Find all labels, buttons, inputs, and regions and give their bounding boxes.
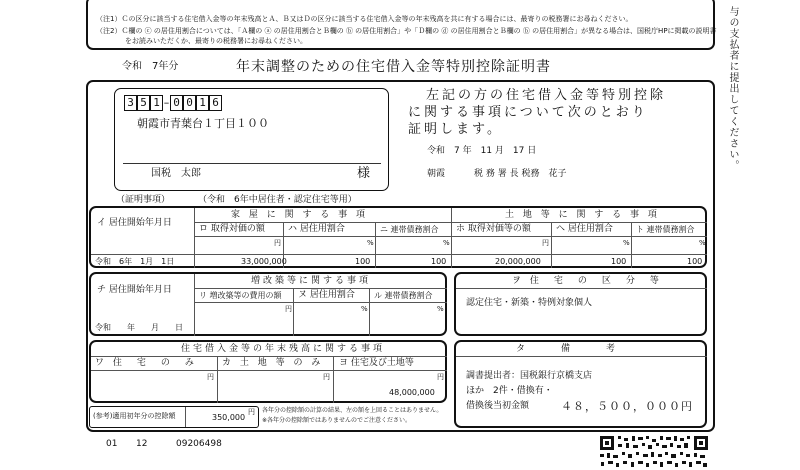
name-underline <box>123 163 381 164</box>
footer-code-3: 09206498 <box>176 439 222 449</box>
statement-line-3: 証明します。 <box>408 122 503 137</box>
col-he-label: ヘ 居住用割合 <box>556 224 613 234</box>
recipient-address: 朝霞市青葉台１丁目１００ <box>137 117 269 130</box>
form-title: 年末調整のための住宅借入金等特別控除証明書 <box>236 59 551 75</box>
col-nu-label: ヌ 居住用割合 <box>298 290 355 300</box>
col-ri-label: リ 増改築等の費用の額 <box>199 291 282 300</box>
unit-yen: 円 <box>274 239 281 247</box>
value-to: 100 <box>687 257 703 266</box>
house-header: 家 屋 に 関 す る 事 項 <box>231 210 369 220</box>
zip-digit: 6 <box>209 95 222 111</box>
qr-code <box>598 434 710 470</box>
notes-box <box>86 0 715 50</box>
zip-digit: 5 <box>137 95 150 111</box>
unit-percent: % <box>367 239 374 247</box>
unit-yen: 円 <box>437 373 444 381</box>
form-year: 令和 7年分 <box>122 61 179 72</box>
remarks-header: タ 備 考 <box>516 344 616 354</box>
zip-digit: 0 <box>183 95 196 111</box>
remarks-line-1: 調書提出者：国税銀行京橋支店 <box>466 371 593 381</box>
col-ha-label: ハ 居住用割合 <box>288 224 345 234</box>
value-ro: 33,000,000 <box>241 257 287 266</box>
footer-code-2: 12 <box>136 439 148 449</box>
value-yo: 48,000,000 <box>389 388 435 397</box>
value-he: 100 <box>611 257 627 266</box>
col-ni-label: ニ 連帯債務割合 <box>380 225 439 234</box>
renovation-header: 増改築等に関する事項 <box>251 276 372 286</box>
value-ha: 100 <box>355 257 371 266</box>
section-housing-type <box>454 272 707 336</box>
section-renovation <box>89 272 447 336</box>
recipient-name: 国税 太郎 <box>151 168 201 179</box>
note-1: （注1）Ｃの区分に該当する住宅借入金等の年末残高とＡ、Ｂ又はＤの区分に該当する住宅借入金等の年末残高を共に有する場合には、最寄りの税務署にお尋ねください。 <box>96 15 633 23</box>
unit-percent: % <box>437 305 444 313</box>
unit-percent: % <box>699 239 706 247</box>
statement-line-2: に関する事項について次のとおり <box>408 105 648 120</box>
col-to-label: ト 連帯債務割合 <box>636 225 695 234</box>
value-ni: 100 <box>431 257 447 266</box>
unit-percent: % <box>443 239 450 247</box>
housing-type-value: 認定住宅・新築・特例対象個人 <box>466 298 593 308</box>
value-ho: 20,000,000 <box>495 257 541 266</box>
statement-date: 令和 7 年 11 月 17 日 <box>427 146 537 156</box>
col-chi-label: チ 居住開始年月日 <box>97 285 172 295</box>
remarks-line-3-value: ４８，５００，０００円 <box>561 400 693 413</box>
col-ru-label: ル 連帯債務割合 <box>374 291 433 300</box>
unit-yen: 円 <box>207 373 214 381</box>
remarks-line-3-label: 借換後当初金額 <box>466 401 530 411</box>
zip-separator: – <box>163 96 170 109</box>
tax-office: 朝霞 <box>427 169 446 179</box>
certified-items-label: （証明事項） <box>116 195 171 205</box>
col-ro-label: ロ 取得対価の額 <box>199 224 265 234</box>
col-wa-label: ワ 住 宅 の み <box>95 358 197 368</box>
honorific: 様 <box>357 166 371 181</box>
note-2a: （注2）Ｃ欄の ⓒ の居住用割合については、「Ａ欄の ⓐ の居住用割合とＢ欄の ⓑ の居住用割合」や「Ｄ欄の ⓓ の居住用割合とＢ欄の ⓑ の居住用割合」が異なる場合は、国税庁HPに掲載の説明書 <box>96 27 717 35</box>
tax-officer: 税 務 署 長 税務 花子 <box>474 169 567 179</box>
side-instruction-text: 与の支払者に提出してください。 <box>727 6 738 171</box>
zip-digit: 3 <box>124 95 137 111</box>
section-remarks <box>454 340 707 428</box>
note-2b: をお読みいただくか、最寄りの税務署にお尋ねください。 <box>125 37 307 45</box>
col-i-label: イ 居住開始年月日 <box>97 218 172 228</box>
col-ka-label: カ 土 地 等 の み <box>222 358 324 368</box>
zip-digit: 0 <box>170 95 183 111</box>
loan-balance-header: 住宅借入金等の年末残高に関する事項 <box>181 344 386 354</box>
unit-yen: 円 <box>285 305 292 313</box>
land-header: 土 地 等 に 関 す る 事 項 <box>505 210 660 220</box>
reference-note-1: 各年分の控除額の計算の結果、左の額を上回ることはありません。 <box>262 407 443 414</box>
section-loan-balance <box>89 340 447 403</box>
reference-box <box>89 406 259 428</box>
reference-label: (参考)適用初年分の控除額 <box>93 412 176 420</box>
zip-digit: 1 <box>196 95 209 111</box>
zip-code <box>124 95 222 111</box>
unit-yen: 円 <box>323 373 330 381</box>
address-box <box>114 88 389 191</box>
remarks-line-2: ほか 2件・借換有・ <box>466 386 553 396</box>
renovation-start-date: 令和 年 月 日 <box>95 323 183 332</box>
reference-value: 350,000 <box>212 413 246 422</box>
zip-digit: 1 <box>150 95 163 111</box>
col-yo-label: ヨ 住宅及び土地等 <box>339 358 414 368</box>
statement-line-1: 左記の方の住宅借入金等特別控除 <box>426 88 667 103</box>
section-house-land <box>89 206 707 268</box>
certified-items-sub: （令和 6年中居住者・認定住宅等用） <box>198 195 357 205</box>
residence-start-date: 令和 6年 1月 1日 <box>95 257 175 266</box>
unit-percent: % <box>361 305 368 313</box>
unit-yen: 円 <box>542 239 549 247</box>
unit-yen: 円 <box>248 408 255 416</box>
unit-percent: % <box>623 239 630 247</box>
footer-code-1: 01 <box>106 439 118 449</box>
housing-type-header: ヲ 住 宅 の 区 分 等 <box>512 276 662 286</box>
col-ho-label: ホ 取得対価等の額 <box>456 224 531 234</box>
reference-note-2: ※各年分の控除額ではありませんのでご注意ください。 <box>262 417 412 424</box>
